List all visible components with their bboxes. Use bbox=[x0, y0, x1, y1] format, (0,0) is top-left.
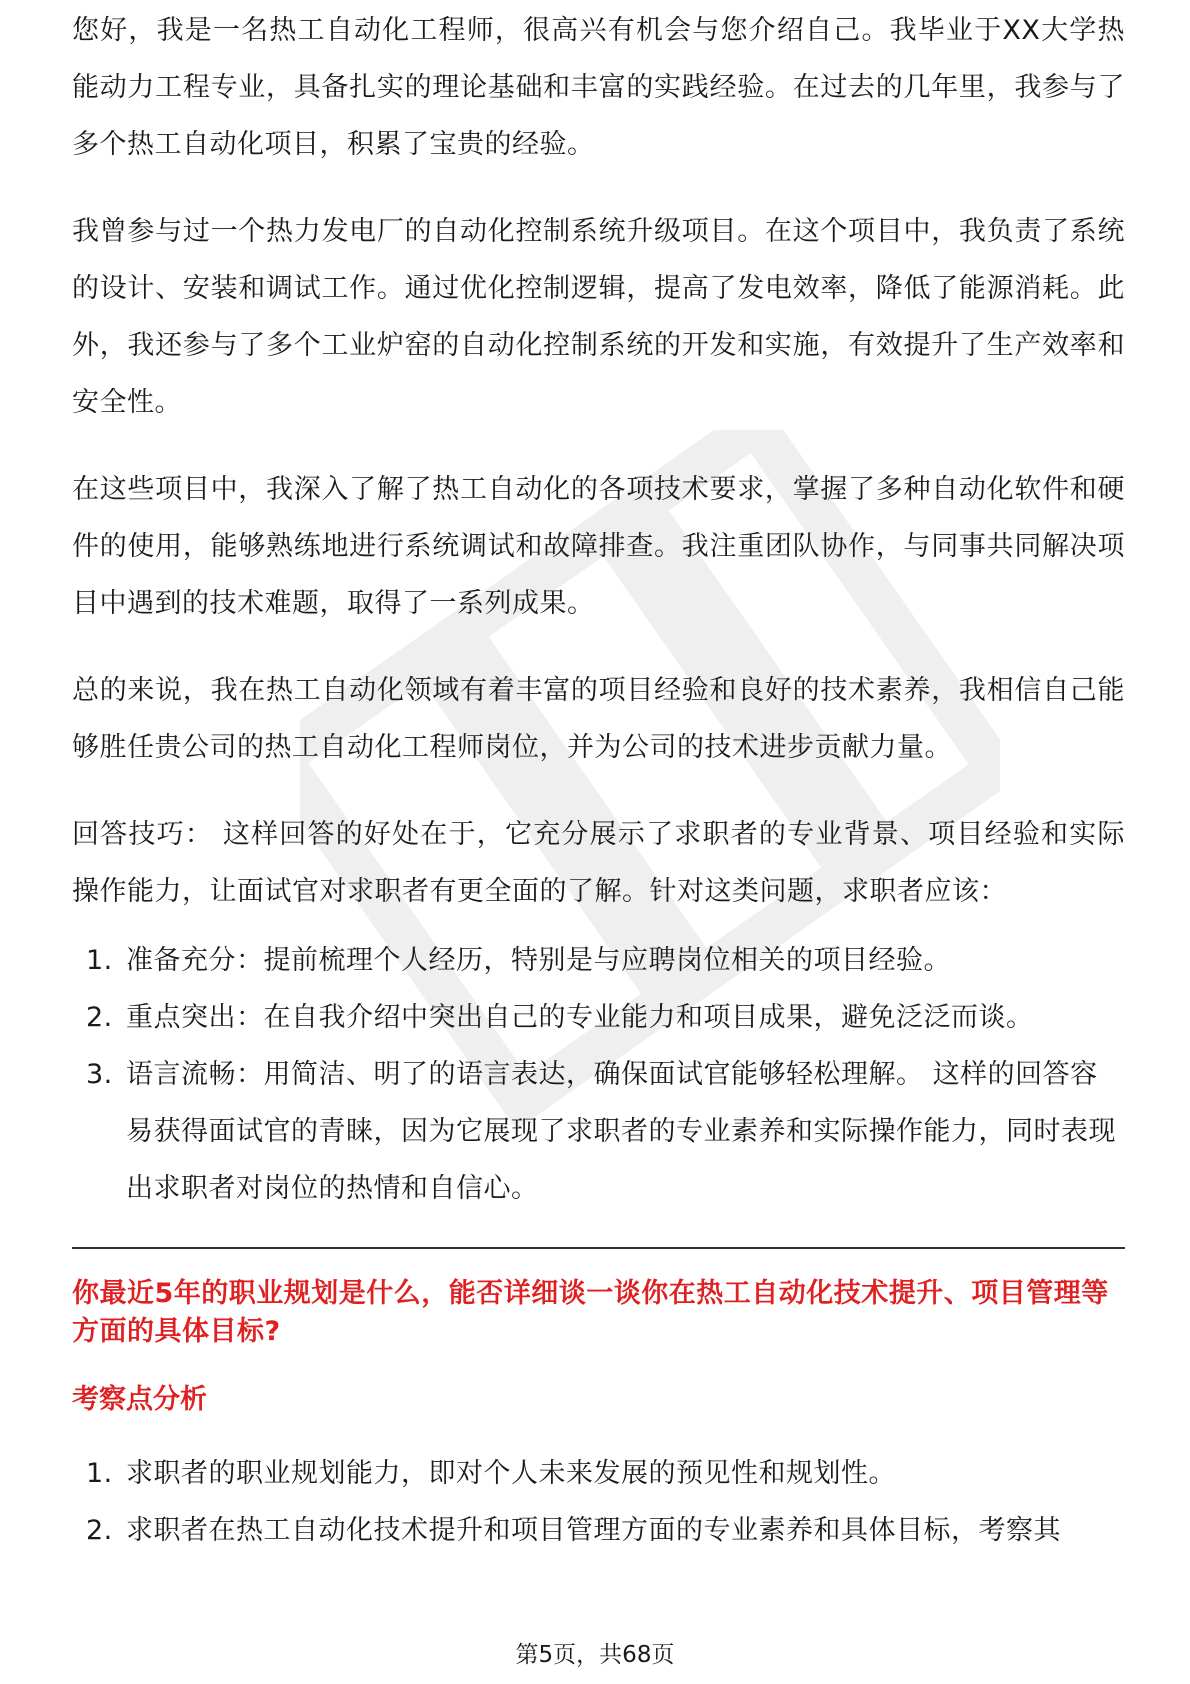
list-item bbox=[72, 1502, 1125, 1559]
section-divider bbox=[72, 1247, 1125, 1249]
paragraph-summary: 总的来说，我在热工自动化领域有着丰富的项目经验和良好的技术素养，我相信自己能够胜任贵公司的热工自动化工程师岗位，并为公司的技术进步贡献力量。 bbox=[72, 675, 1125, 763]
paragraph-answer-tips: 回答技巧： 这样回答的好处在于，它充分展示了求职者的专业背景、项目经验和实际操作能力，让面试官对求职者有更全面的了解。针对这类问题，求职者应该： bbox=[72, 819, 1125, 907]
list-text: 准备充分：提前梳理个人经历，特别是与应聘岗位相关的项目经验。 bbox=[126, 945, 951, 976]
analysis-list bbox=[72, 1445, 1125, 1559]
list-text: 求职者的职业规划能力，即对个人未来发展的预见性和规划性。 bbox=[126, 1458, 896, 1489]
list-number: 3. bbox=[86, 1059, 113, 1090]
list-number: 2. bbox=[86, 1002, 113, 1033]
page-footer: 第5页，共68页 bbox=[515, 1642, 675, 1668]
main-content bbox=[72, 15, 1125, 1559]
paragraph-skills: 在这些项目中，我深入了解了热工自动化的各项技术要求，掌握了多种自动化软件和硬件的使用，能够熟练地进行系统调试和故障排查。我注重团队协作，与同事共同解决项目中遇到的技术难题，取得了一系列成果。 bbox=[72, 474, 1125, 619]
list-text: 重点突出：在自我介绍中突出自己的专业能力和项目成果，避免泛泛而谈。 bbox=[126, 1002, 1034, 1033]
list-number: 1. bbox=[86, 1458, 113, 1489]
list-text: 求职者在热工自动化技术提升和项目管理方面的专业素养和具体目标，考察其 bbox=[126, 1515, 1061, 1546]
paragraph-project: 我曾参与过一个热力发电厂的自动化控制系统升级项目。在这个项目中，我负责了系统的设计、安装和调试工作。通过优化控制逻辑，提高了发电效率，降低了能源消耗。此外，我还参与了多个工业炉窑的自动化控制系统的开发和实施，有效提升了生产效率和安全性。 bbox=[72, 216, 1125, 418]
list-item bbox=[72, 1046, 1125, 1217]
question-heading: 你最近5年的职业规划是什么，能否详细谈一谈你在热工自动化技术提升、项目管理等方面的具体目标? bbox=[72, 1278, 1109, 1347]
list-number: 2. bbox=[86, 1515, 113, 1546]
list-item bbox=[72, 932, 1125, 989]
list-item bbox=[72, 1445, 1125, 1502]
analysis-heading: 考察点分析 bbox=[72, 1384, 207, 1415]
list-item bbox=[72, 989, 1125, 1046]
tips-list bbox=[72, 932, 1125, 1217]
list-text: 语言流畅：用简洁、明了的语言表达，确保面试官能够轻松理解。 这样的回答容易获得面试官的青睐，因为它展现了求职者的专业素养和实际操作能力，同时表现出求职者对岗位的热情和自信心。 bbox=[126, 1059, 1116, 1204]
paragraph-intro: 您好，我是一名热工自动化工程师，很高兴有机会与您介绍自己。我毕业于XX大学热能动力工程专业，具备扎实的理论基础和丰富的实践经验。在过去的几年里，我参与了多个热工自动化项目，积累了宝贵的经验。 bbox=[72, 15, 1125, 160]
list-number: 1. bbox=[86, 945, 113, 976]
